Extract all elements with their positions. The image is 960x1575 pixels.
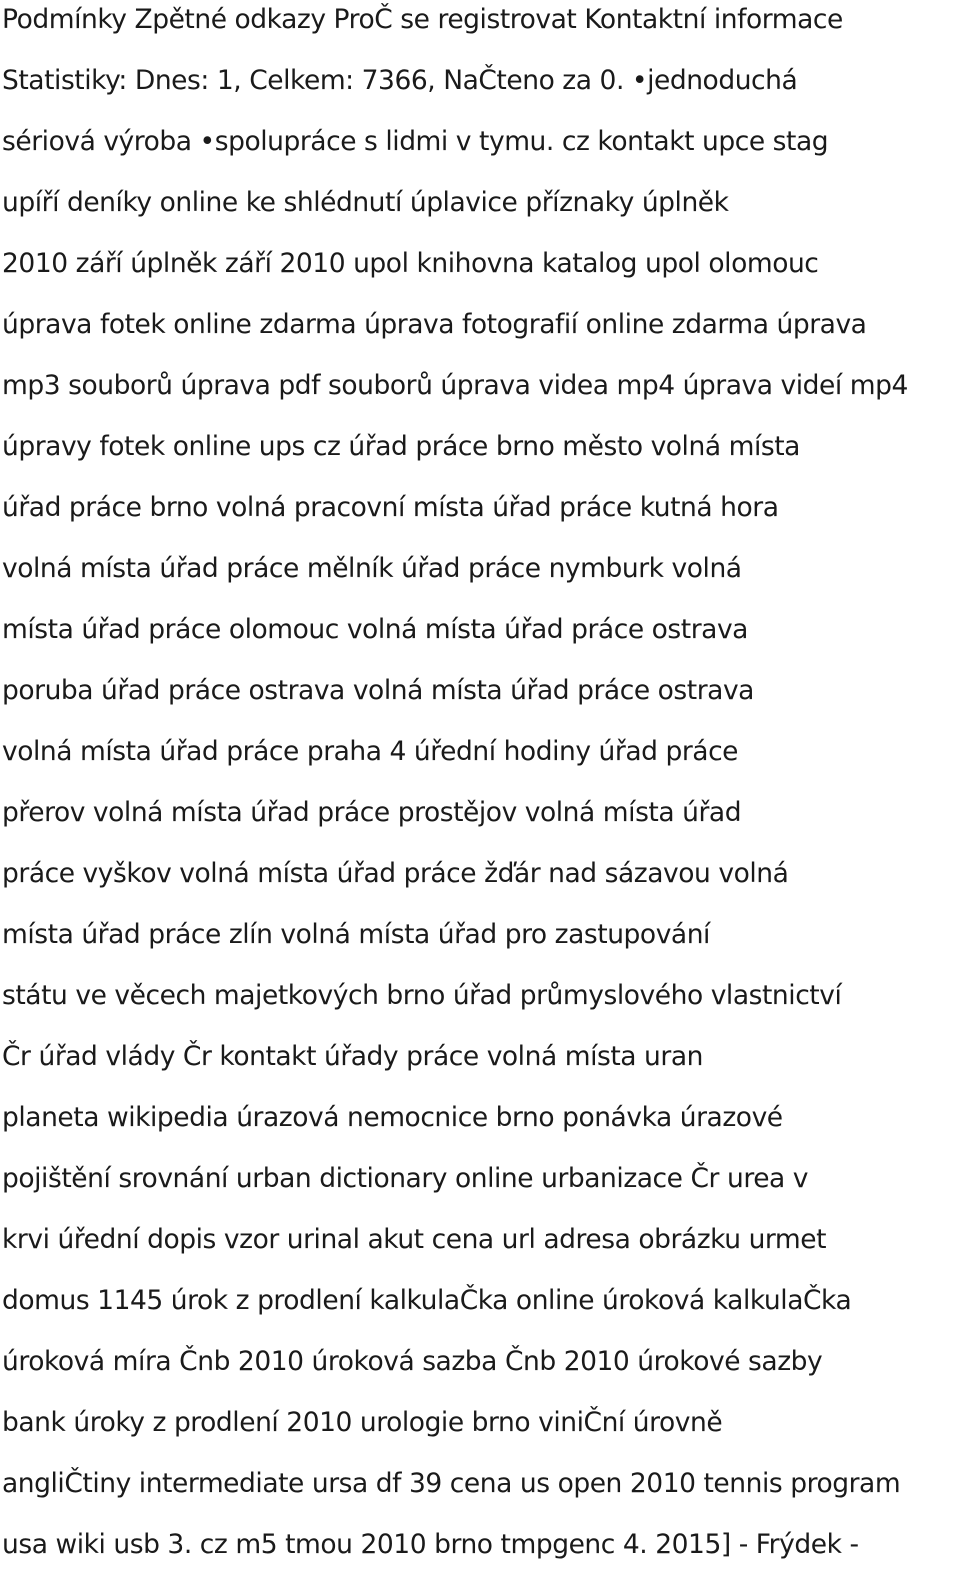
text-line: volná místa úřad práce praha 4 úřední hodiny úřad práce: [2, 736, 739, 767]
text-line: úroková míra Čnb 2010 úroková sazba Čnb 2010 úrokové sazby: [2, 1346, 823, 1377]
text-line: úřad práce brno volná pracovní místa úřad práce kutná hora: [2, 492, 779, 523]
text-line: angliČtiny intermediate ursa df 39 cena us open 2010 tennis program: [2, 1468, 901, 1499]
text-line: usa wiki usb 3. cz m5 tmou 2010 brno tmpgenc 4. 2015] - Frýdek -: [2, 1529, 859, 1560]
text-line: krvi úřední dopis vzor urinal akut cena url adresa obrázku urmet: [2, 1224, 827, 1255]
text-line: 2010 září úplněk září 2010 upol knihovna katalog upol olomouc: [2, 248, 819, 279]
text-line: místa úřad práce zlín volná místa úřad pro zastupování: [2, 919, 710, 950]
text-line: bank úroky z prodlení 2010 urologie brno viniČní úrovně: [2, 1407, 723, 1438]
text-line: úpravy fotek online ups cz úřad práce brno město volná místa: [2, 431, 800, 462]
text-line: přerov volná místa úřad práce prostějov volná místa úřad: [2, 797, 742, 828]
text-line: domus 1145 úrok z prodlení kalkulaČka online úroková kalkulaČka: [2, 1285, 852, 1316]
text-line: úprava fotek online zdarma úprava fotografií online zdarma úprava: [2, 309, 867, 340]
text-line: Čr úřad vlády Čr kontakt úřady práce volná místa uran: [2, 1041, 703, 1072]
text-line: planeta wikipedia úrazová nemocnice brno ponávka úrazové: [2, 1102, 783, 1133]
text-line: práce vyškov volná místa úřad práce žďár nad sázavou volná: [2, 858, 789, 889]
text-line: státu ve věcech majetkových brno úřad průmyslového vlastnictví: [2, 980, 842, 1011]
text-line: upíří deníky online ke shlédnutí úplavice příznaky úplněk: [2, 187, 729, 218]
text-line: místa úřad práce olomouc volná místa úřad práce ostrava: [2, 614, 748, 645]
text-line: sériová výroba •spolupráce s lidmi v tymu. cz kontakt upce stag: [2, 126, 829, 157]
text-line: volná místa úřad práce mělník úřad práce nymburk volná: [2, 553, 742, 584]
text-line: poruba úřad práce ostrava volná místa úřad práce ostrava: [2, 675, 754, 706]
text-line: Statistiky: Dnes: 1, Celkem: 7366, NaČteno za 0. •jednoduchá: [2, 65, 798, 96]
text-line: pojištění srovnání urban dictionary online urbanizace Čr urea v: [2, 1163, 809, 1194]
text-line: mp3 souborů úprava pdf souborů úprava videa mp4 úprava videí mp4: [2, 370, 908, 401]
text-line: Podmínky Zpětné odkazy ProČ se registrovat Kontaktní informace: [2, 4, 843, 35]
